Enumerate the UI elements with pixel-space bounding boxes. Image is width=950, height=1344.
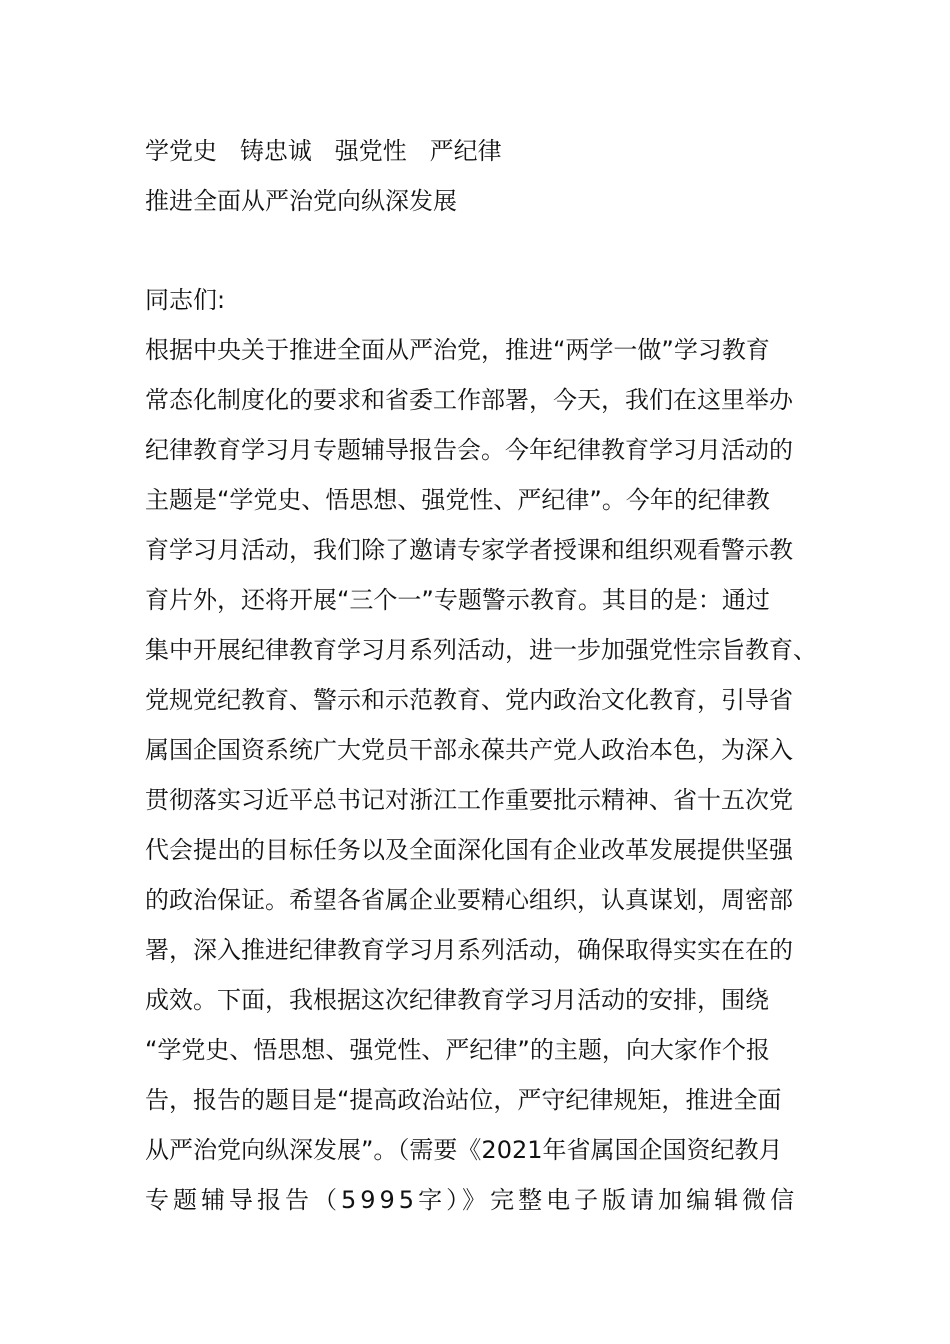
body-line: 集中开展纪律教育学习月系列活动，进一步加强党性宗旨教育、: [145, 636, 817, 664]
document-title-line-1: 学党史 铸忠诚 强党性 严纪律: [145, 137, 502, 165]
salutation: 同志们:: [145, 286, 226, 314]
body-line: 育学习月活动，我们除了邀请专家学者授课和组织观看警示教: [145, 536, 793, 564]
body-line: 代会提出的目标任务以及全面深化国有企业改革发展提供坚强: [145, 836, 793, 864]
body-line: 的政治保证。希望各省属企业要精心组织，认真谋划，周密部: [145, 886, 793, 914]
body-line: 署，深入推进纪律教育学习月系列活动，确保取得实实在在的: [145, 936, 793, 964]
body-line: 纪律教育学习月专题辅导报告会。今年纪律教育学习月活动的: [145, 436, 793, 464]
body-line: 主题是“学党史、悟思想、强党性、严纪律”。今年的纪律教: [145, 486, 770, 514]
body-line: 贯彻落实习近平总书记对浙江工作重要批示精神、省十五次党: [145, 786, 793, 814]
document-title-line-2: 推进全面从严治党向纵深发展: [145, 187, 457, 215]
body-text: [145, 335, 825, 1235]
body-line: 常态化制度化的要求和省委工作部署，今天，我们在这里举办: [145, 386, 793, 414]
body-line: 成效。下面，我根据这次纪律教育学习月活动的安排，围绕: [145, 986, 769, 1014]
body-line: 党规党纪教育、警示和示范教育、党内政治文化教育，引导省: [145, 686, 793, 714]
body-line: “学党史、悟思想、强党性、严纪律”的主题，向大家作个报: [145, 1036, 770, 1064]
body-line: 告，报告的题目是“提高政治站位，严守纪律规矩，推进全面: [145, 1086, 782, 1114]
body-line: 专题辅导报告（5995字）》完整电子版请加编辑微信: [145, 1186, 799, 1214]
body-line: 育片外，还将开展“三个一”专题警示教育。其目的是：通过: [145, 586, 770, 614]
body-line: 从严治党向纵深发展”。（需要《2021年省属国企国资纪教月: [145, 1136, 783, 1164]
body-line: 属国企国资系统广大党员干部永葆共产党人政治本色，为深入: [145, 736, 793, 764]
body-line: 根据中央关于推进全面从严治党，推进“两学一做”学习教育: [145, 336, 770, 364]
